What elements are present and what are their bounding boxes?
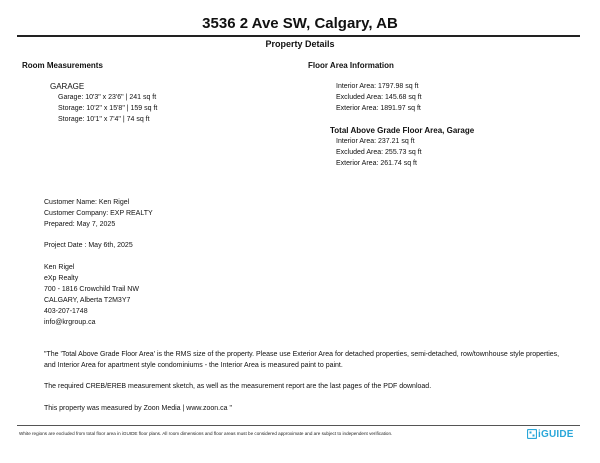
footer-disclaimer: White regions are excluded from total floor area in iGUIDE floor plans. All room dimensions and floor areas must be considered approximate and are subject to independent verification. — [19, 431, 393, 436]
header-divider — [17, 35, 580, 37]
floor-area-line: Interior Area: 1797.98 sq ft — [336, 83, 419, 90]
room-item: Garage: 10'3" x 23'6" | 241 sq ft — [58, 94, 157, 101]
customer-company: Customer Company: EXP REALTY — [44, 210, 153, 217]
total-area-line: Excluded Area: 255.73 sq ft — [336, 149, 422, 156]
note-sketch: The required CREB/EREB measurement sketch, as well as the measurement report are the last pages of the PDF download. — [44, 383, 432, 390]
iguide-logo — [527, 428, 574, 440]
footer-divider — [17, 425, 580, 426]
total-area-line: Interior Area: 237.21 sq ft — [336, 138, 415, 145]
total-area-heading: Total Above Grade Floor Area, Garage — [330, 126, 475, 135]
customer-name: Customer Name: Ken Rigel — [44, 199, 130, 206]
page-subtitle: Property Details — [265, 39, 335, 49]
total-area-line: Exterior Area: 261.74 sq ft — [336, 160, 417, 167]
floor-area-heading: Floor Area Information — [308, 61, 394, 70]
contact-phone: 403-207-1748 — [44, 308, 88, 315]
iguide-logo-icon — [527, 429, 537, 439]
iguide-logo-text: iGUIDE — [538, 428, 574, 440]
room-group-garage: GARAGE — [50, 82, 85, 91]
room-item: Storage: 10'2" x 15'8" | 159 sq ft — [58, 105, 158, 112]
contact-email[interactable]: info@krgroup.ca — [44, 319, 96, 326]
contact-company: eXp Realty — [44, 275, 79, 282]
room-measurements-heading: Room Measurements — [22, 61, 103, 70]
prepared-date: Prepared: May 7, 2025 — [44, 221, 116, 228]
contact-name: Ken Rigel — [44, 264, 75, 271]
contact-city: CALGARY, Alberta T2M3Y7 — [44, 297, 131, 304]
note-rms: "The 'Total Above Grade Floor Area' is the RMS size of the property. Please use Exterior Area for detached properties, semi-detached, row/townhouse style properties, and Interior Area for apartment style condominiums - the Interior Area is measured paint to paint. — [44, 351, 560, 369]
room-item: Storage: 10'1" x 7'4" | 74 sq ft — [58, 116, 150, 123]
contact-street: 700 - 1816 Crowchild Trail NW — [44, 286, 139, 293]
floor-area-line: Excluded Area: 145.68 sq ft — [336, 94, 422, 101]
project-date: Project Date : May 6th, 2025 — [44, 242, 133, 249]
note-measured-by: This property was measured by Zoon Media | www.zoon.ca " — [44, 405, 232, 412]
page-title: 3536 2 Ave SW, Calgary, AB — [202, 15, 398, 32]
floor-area-line: Exterior Area: 1891.97 sq ft — [336, 105, 421, 112]
